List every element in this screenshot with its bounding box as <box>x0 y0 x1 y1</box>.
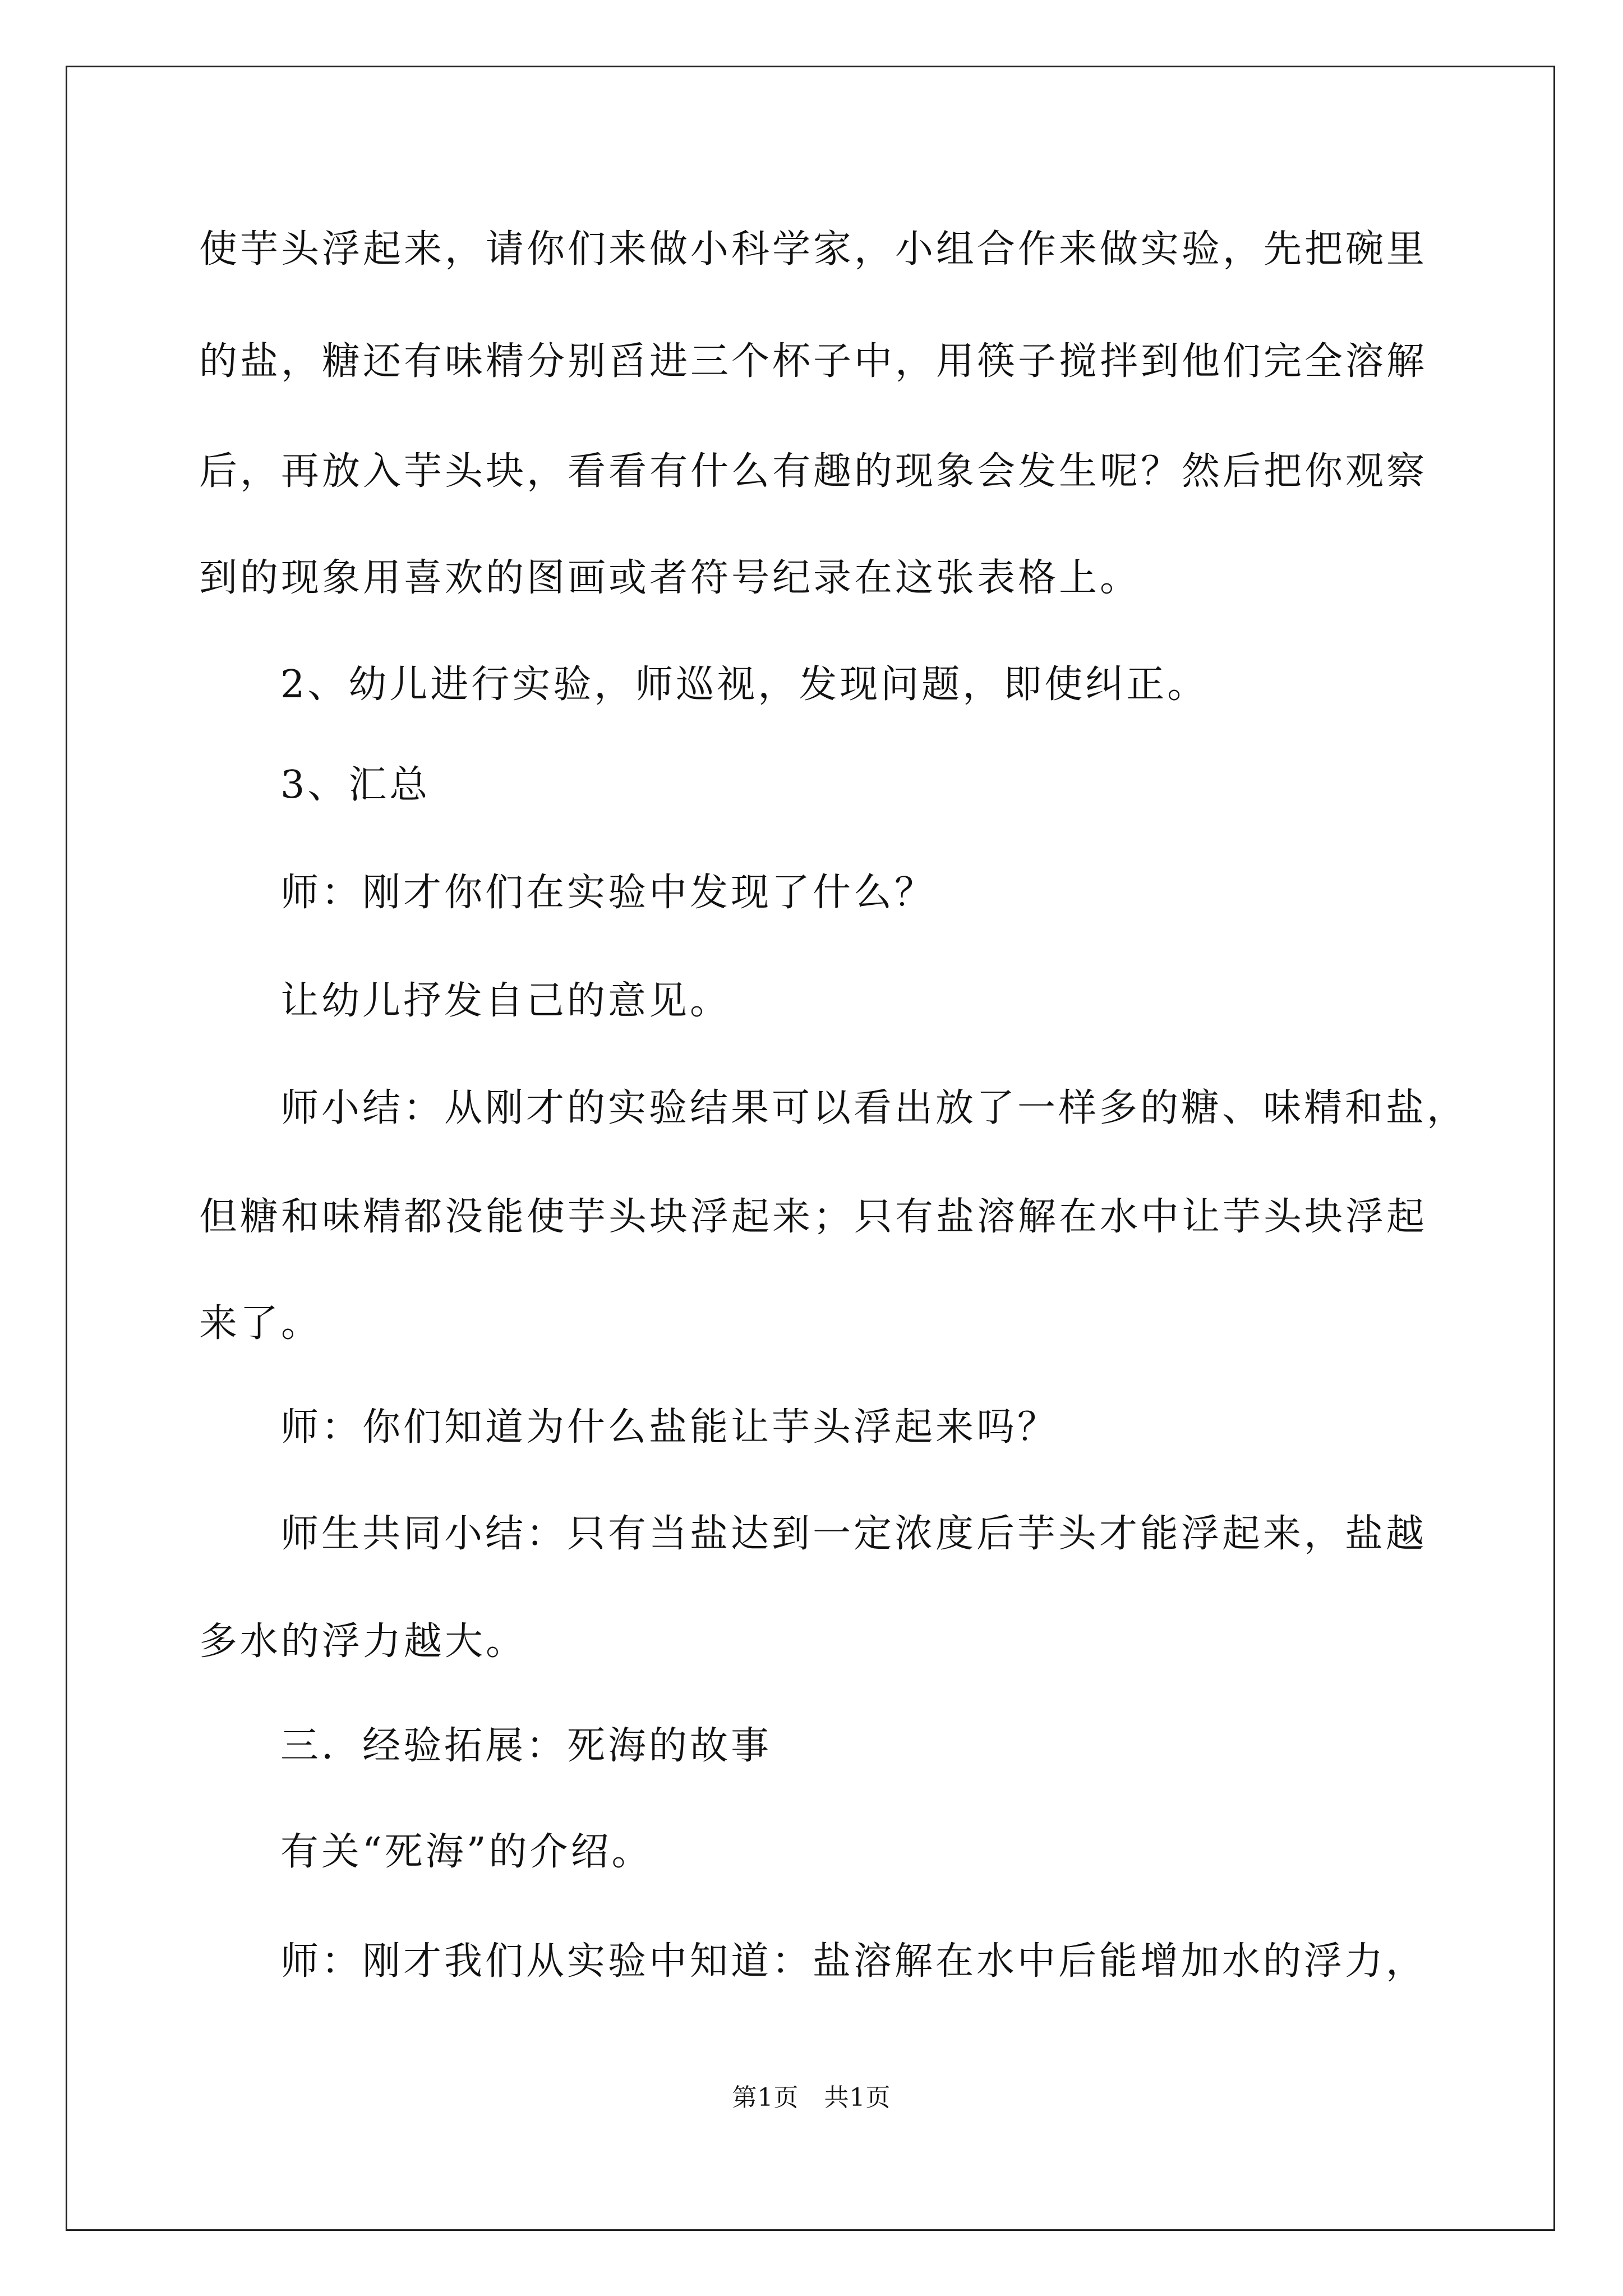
body-line: 来了。 <box>199 1301 322 1346</box>
body-line: 有关“死海”的介绍。 <box>280 1830 653 1874</box>
body-line: 师小结：从刚才的实验结果可以看出放了一样多的糖、味精和盐， <box>280 1086 1468 1130</box>
page-border <box>66 66 1555 2231</box>
body-line: 多水的浮力越大。 <box>199 1619 527 1664</box>
page-number-footer: 第1页 共1页 <box>732 2083 891 2112</box>
body-line: 师生共同小结：只有当盐达到一定浓度后芋头才能浮起来，盐越 <box>280 1512 1427 1556</box>
body-line: 但糖和味精都没能使芋头块浮起来；只有盐溶解在水中让芋头块浮起 <box>199 1195 1428 1239</box>
body-line: 2、幼儿进行实验，师巡视，发现问题，即使纠正。 <box>280 662 1209 707</box>
body-line: 师：刚才我们从实验中知道：盐溶解在水中后能增加水的浮力， <box>280 1939 1427 1984</box>
body-line: 的盐，糖还有味精分别舀进三个杯子中，用筷子搅拌到他们完全溶解 <box>199 339 1428 384</box>
body-line: 师：刚才你们在实验中发现了什么？ <box>280 871 936 915</box>
body-line: 后，再放入芋头块，看看有什么有趣的现象会发生呢？然后把你观察 <box>199 449 1428 494</box>
section-heading: 3、汇总 <box>280 763 431 807</box>
body-line: 让幼儿抒发自己的意见。 <box>280 979 731 1023</box>
body-line: 师：你们知道为什么盐能让芋头浮起来吗？ <box>280 1405 1059 1450</box>
body-line: 到的现象用喜欢的图画或者符号纪录在这张表格上。 <box>199 556 1141 600</box>
section-heading: 三．经验拓展：死海的故事 <box>280 1724 772 1768</box>
body-line: 使芋头浮起来，请你们来做小科学家，小组合作来做实验，先把碗里 <box>199 227 1428 272</box>
